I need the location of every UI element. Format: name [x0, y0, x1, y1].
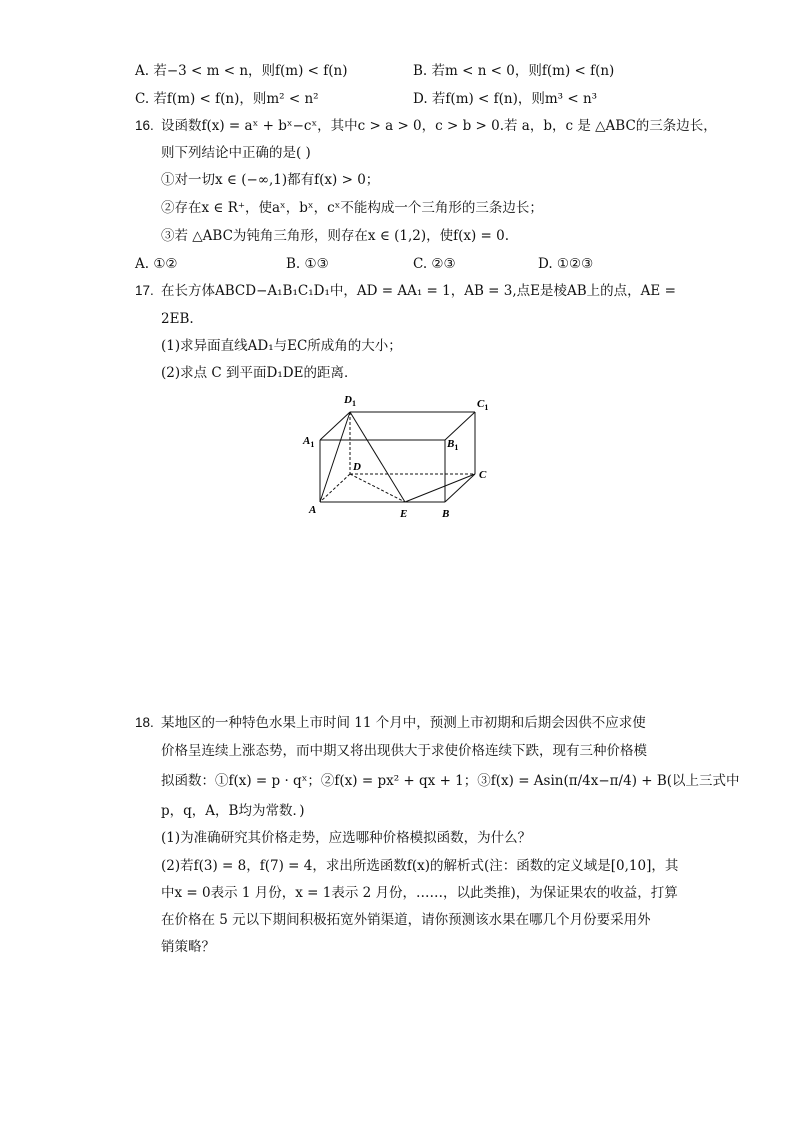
label-b1: $B_1$: [447, 438, 459, 452]
q16-option-d: D. ①②③: [538, 256, 594, 272]
q18-part-1: (1)为准确研究其价格走势，应选哪种价格模拟函数，为什么？: [161, 830, 532, 846]
q18-stem-line3: 拟函数：①f(x) = p · qˣ；②f(x) = px² + qx + 1；③f(x) = Asin(π/4x−π/4) + B(以上三式中: [161, 773, 740, 789]
q16-number: 16.: [135, 118, 154, 133]
q18-stem-line4: p，q，A，B均为常数．): [161, 803, 305, 819]
edge-b-c: [445, 474, 475, 502]
label-b: B: [442, 508, 450, 520]
q17-part-2: (2)求点 C 到平面D₁DE的距离．: [161, 365, 358, 381]
q16-option-c: C. ②③: [413, 256, 456, 272]
q18-number: 18.: [135, 715, 154, 730]
label-d1: $D_1$: [344, 394, 356, 408]
label-d: D: [353, 461, 361, 473]
q18-part-2-line1: (2)若f(3) = 8，f(7) = 4，求出所选函数f(x)的解析式(注：函数的定义域是[0,10]，其: [161, 858, 679, 874]
q15-option-b: B. 若m < n < 0，则f(m) < f(n): [413, 63, 615, 79]
q16-statement-2: ②存在x ∈ R⁺，使aˣ，bˣ，cˣ不能构成一个三角形的三条边长；: [161, 200, 543, 216]
q16-statement-3: ③若 △ABC为钝角三角形，则存在x ∈ (1,2)，使f(x) = 0.: [161, 228, 510, 244]
edge-c1-b1: [445, 412, 475, 440]
q18-stem-line1: 某地区的一种特色水果上市时间 11 个月中，预测上市初期和后期会因供不应求使: [161, 715, 646, 731]
q15-option-c: C. 若f(m) < f(n)，则m² < n²: [135, 91, 319, 107]
label-c: C: [479, 469, 487, 481]
label-a: A: [309, 504, 317, 516]
q16-statement-1: ①对一切x ∈ (−∞,1)都有f(x) > 0；: [161, 172, 380, 188]
q17-number: 17.: [135, 283, 154, 298]
q18-part-2-line3: 在价格在 5 元以下期间积极拓宽外销渠道，请你预测该水果在哪几个月份要采用外: [161, 912, 651, 928]
q15-option-d: D. 若f(m) < f(n)，则m³ < n³: [413, 91, 598, 107]
q16-stem-line1: 设函数f(x) = aˣ + bˣ−cˣ，其中c > a > 0，c > b > 0.若 a，b，c 是 △ABC的三条边长，: [161, 118, 717, 134]
label-e: E: [400, 508, 408, 520]
q18-part-2-line4: 销策略？: [161, 939, 215, 955]
q17-stem-line2: 2EB.: [161, 311, 194, 327]
q17-stem-line1: 在长方体ABCD−A₁B₁C₁D₁中，AD = AA₁ = 1，AB = 3,点E是棱AB上的点，AE =: [161, 283, 676, 299]
q16-option-b: B. ①③: [286, 256, 329, 272]
label-a1: $A_1$: [303, 435, 315, 449]
q18-part-2-line2: 中x = 0表示 1 月份，x = 1表示 2 月份，……，以此类推)，为保证果农的收益，打算: [161, 885, 678, 901]
cuboid-diagram: [300, 388, 500, 522]
cuboid-figure: [300, 388, 500, 522]
q16-stem-line2: 则下列结论中正确的是( ): [161, 145, 311, 161]
segment-e-c: [405, 474, 475, 502]
q15-option-a: A. 若−3 < m < n，则f(m) < f(n): [135, 63, 348, 79]
q17-part-1: (1)求异面直线AD₁与EC所成角的大小；: [161, 338, 402, 354]
label-c1: $C_1$: [477, 398, 489, 412]
q16-option-a: A. ①②: [135, 256, 178, 272]
q18-stem-line2: 价格呈连续上涨态势，而中期又将出现供大于求使价格连续下跌，现有三种价格模: [161, 743, 647, 759]
